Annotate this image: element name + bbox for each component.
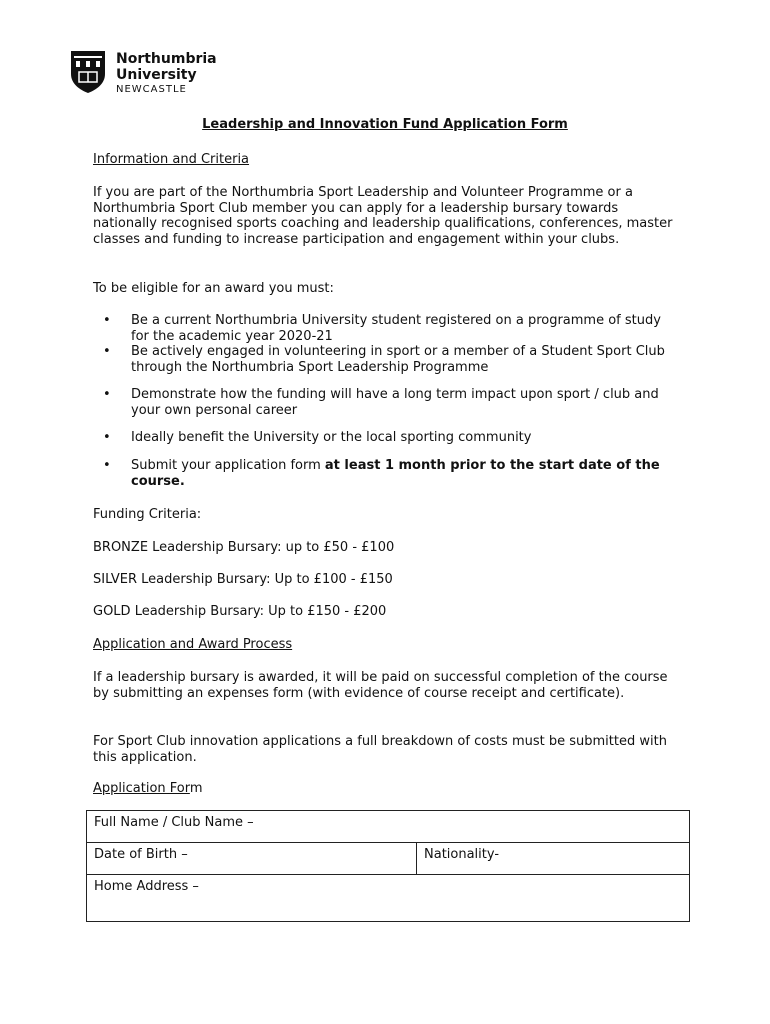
list-item-text-plain: Submit your application form (131, 458, 325, 473)
date-of-birth-field[interactable] (87, 843, 417, 875)
logo-line-3: NEWCASTLE (116, 84, 187, 95)
crest-icon (70, 50, 106, 94)
university-logo (70, 50, 230, 98)
logo-line-2: University (116, 67, 197, 83)
heading-rest-part: m (189, 781, 203, 796)
full-name-label: Full Name / Club Name – (94, 815, 254, 830)
funding-heading: Funding Criteria: (93, 507, 202, 522)
funding-silver: SILVER Leadership Bursary: Up to £100 - £150 (93, 572, 393, 587)
bullet-icon: • (103, 430, 111, 445)
home-address-field[interactable] (87, 875, 689, 921)
list-item-text (131, 458, 671, 489)
form-title: Leadership and Innovation Fund Application Form (202, 117, 568, 132)
bullet-icon: • (103, 387, 111, 402)
award-paragraph: If a leadership bursary is awarded, it will be paid on successful completion of the course by submitting an expenses form (with evidence of course receipt and certificate). (93, 670, 668, 701)
date-of-birth-label: Date of Birth – (94, 847, 188, 862)
bullet-icon: • (103, 458, 111, 473)
nationality-field[interactable] (417, 843, 689, 875)
logo-line-1: Northumbria (116, 51, 217, 67)
bullet-icon: • (103, 313, 111, 328)
home-address-label: Home Address – (94, 879, 199, 894)
innovation-paragraph: For Sport Club innovation applications a full breakdown of costs must be submitted with this application. (93, 734, 667, 765)
funding-gold: GOLD Leadership Bursary: Up to £150 - £200 (93, 604, 387, 619)
section-heading-award-process: Application and Award Process (93, 637, 293, 652)
heading-underlined-part: Application For (93, 781, 190, 796)
eligibility-intro: To be eligible for an award you must: (93, 281, 334, 296)
list-item-text-bold: at least 1 month prior to the start date of the course. (131, 458, 660, 489)
list-item-text: Be a current Northumbria University student registered on a programme of study for the academic year 2020-21 (131, 313, 661, 344)
full-name-field[interactable] (87, 811, 689, 843)
list-item-text: Ideally benefit the University or the local sporting community (131, 430, 532, 445)
intro-paragraph: If you are part of the Northumbria Sport Leadership and Volunteer Programme or a Northumbria Sport Club member you can apply for a leadership bursary towards nationally recognised sports coaching and leadership qualifications, conferences, master classes and funding to increase participation and engagement within your clubs. (93, 185, 673, 247)
list-item-text: Demonstrate how the funding will have a long term impact upon sport / club and your own personal career (131, 387, 659, 418)
section-heading-application-form (93, 781, 683, 797)
section-heading-information: Information and Criteria (93, 152, 250, 167)
nationality-label: Nationality- (424, 847, 500, 862)
funding-bronze: BRONZE Leadership Bursary: up to £50 - £100 (93, 540, 395, 555)
application-form-table (86, 810, 690, 922)
list-item-text: Be actively engaged in volunteering in sport or a member of a Student Sport Club through the Northumbria Sport Leadership Programme (131, 344, 665, 375)
bullet-icon: • (103, 344, 111, 359)
